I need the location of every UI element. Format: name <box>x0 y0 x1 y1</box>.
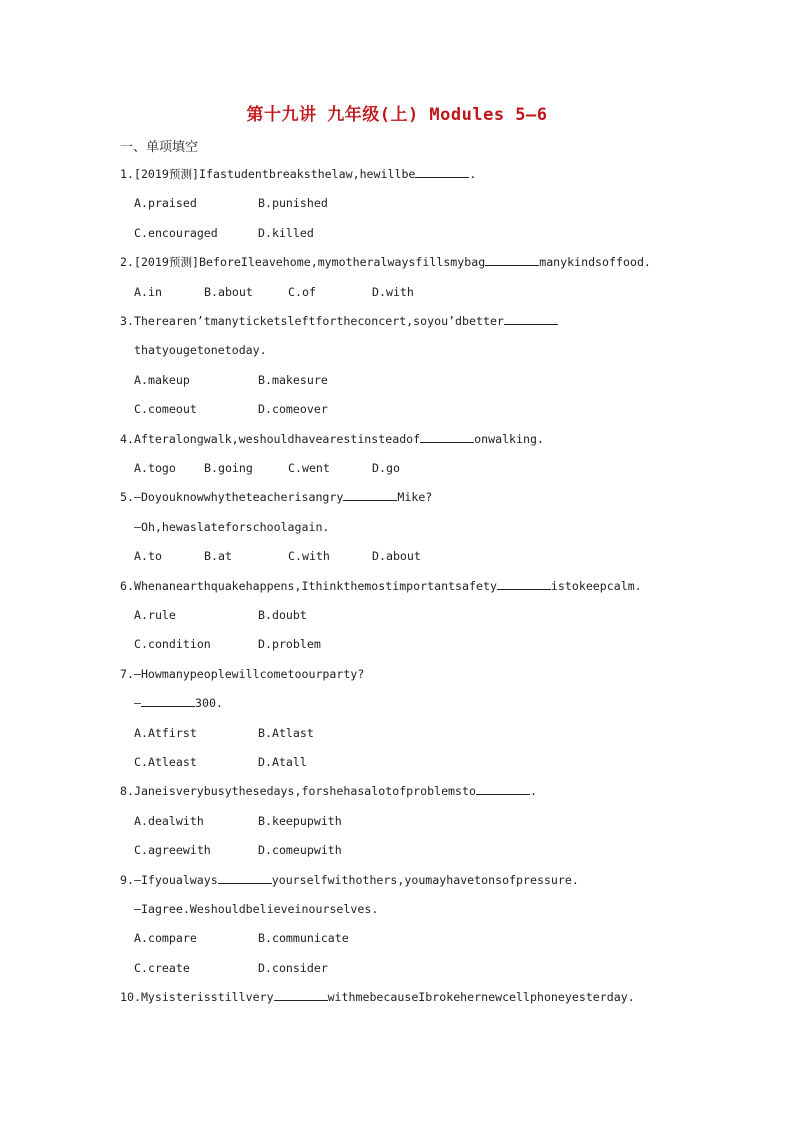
question-text-after: manykindsoffood. <box>539 255 651 270</box>
question-text-after: istokeepcalm. <box>550 578 642 593</box>
question-text: 2.[2019预测]BeforeIleavehome,mymotheralwaysfillsmybag <box>120 255 486 270</box>
answer-option[interactable]: C.of <box>288 284 316 299</box>
answer-blank <box>497 578 551 590</box>
question-text: 5.—Doyouknowwhytheteacherisangry <box>120 490 344 505</box>
answer-option[interactable]: C.agreewith <box>134 843 211 858</box>
answer-option[interactable]: B.makesure <box>258 372 328 387</box>
question-continuation <box>134 342 267 358</box>
answer-option[interactable]: A.compare <box>134 931 197 946</box>
answer-option[interactable]: C.comeout <box>134 402 197 417</box>
question-text-after: onwalking. <box>474 431 544 446</box>
answer-option[interactable]: B.keepupwith <box>258 813 342 828</box>
answer-blank <box>218 872 272 884</box>
answer-option[interactable]: D.with <box>372 284 414 299</box>
answer-option[interactable]: B.Atlast <box>258 725 314 740</box>
answer-option[interactable]: D.problem <box>258 637 321 652</box>
answer-option[interactable]: B.communicate <box>258 931 349 946</box>
answer-blank <box>343 489 397 501</box>
continuation-text: —Iagree.Weshouldbelieveinourselves. <box>134 902 379 916</box>
question-text: 3.Therearen’tmanyticketsleftfortheconcert,soyou’dbetter <box>120 314 504 328</box>
answer-option[interactable]: C.Atleast <box>134 755 197 769</box>
question-text-after: Mike? <box>397 490 433 505</box>
question-text: 1.[2019预测]Ifastudentbreaksthelaw,hewillbe <box>120 167 416 181</box>
question-stem <box>120 166 476 182</box>
answer-option[interactable]: B.doubt <box>258 608 307 622</box>
continuation-text: thatyougetonetoday. <box>134 343 267 358</box>
question-stem <box>120 989 635 1005</box>
answer-option[interactable]: D.about <box>372 549 421 564</box>
question-text-after: withmebecauseIbrokehernewcellphoneyesterday. <box>327 990 635 1005</box>
answer-option[interactable]: D.killed <box>258 225 314 240</box>
answer-option[interactable]: D.consider <box>258 960 328 975</box>
question-text-after: . <box>529 784 537 799</box>
answer-option[interactable]: C.create <box>134 960 190 975</box>
question-text-after: yourselfwithothers,youmayhavetonsofpressure. <box>271 872 579 887</box>
question-text: 8.Janeisverybusythesedays,forshehasalotofproblemsto <box>120 784 476 799</box>
question-stem <box>120 431 544 447</box>
question-text: 4.Afteralongwalk,weshouldhavearestinsteadof <box>120 431 421 446</box>
question-text: 7.—Howmanypeoplewillcometoourparty? <box>120 666 365 681</box>
answer-blank <box>274 989 328 1001</box>
answer-option[interactable]: A.praised <box>134 196 197 211</box>
answer-option[interactable]: A.to <box>134 549 162 564</box>
answer-option[interactable]: A.togo <box>134 461 176 475</box>
answer-option[interactable]: B.going <box>204 461 253 475</box>
page-title: 第十九讲 九年级(上) Modules 5—6 <box>246 105 548 125</box>
continuation-text: 300. <box>194 696 223 711</box>
answer-blank <box>476 783 530 795</box>
answer-blank <box>504 313 558 325</box>
answer-option[interactable]: D.go <box>372 461 400 475</box>
answer-option[interactable]: A.in <box>134 284 162 299</box>
answer-option[interactable]: C.with <box>288 549 330 564</box>
answer-blank <box>420 431 474 443</box>
answer-option[interactable]: C.went <box>288 461 330 475</box>
question-stem <box>120 578 642 594</box>
answer-option[interactable]: A.makeup <box>134 372 190 387</box>
answer-option[interactable]: D.Atall <box>258 755 307 769</box>
question-stem <box>120 783 537 799</box>
answer-blank <box>485 254 539 266</box>
answer-option[interactable]: C.condition <box>134 637 211 652</box>
answer-option[interactable]: A.rule <box>134 608 176 622</box>
question-continuation <box>134 519 329 535</box>
question-continuation <box>134 901 378 917</box>
question-stem <box>120 872 579 888</box>
answer-option[interactable]: B.about <box>204 284 253 299</box>
answer-blank <box>415 166 469 178</box>
question-text: 10.Mysisterisstillvery <box>120 990 274 1005</box>
answer-option[interactable]: C.encouraged <box>134 225 218 240</box>
question-stem <box>120 489 432 505</box>
question-stem <box>120 666 364 682</box>
question-stem <box>120 313 558 329</box>
question-text: 9.—Ifyoualways <box>120 872 218 887</box>
question-continuation <box>134 695 223 711</box>
question-text: 6.Whenanearthquakehappens,Ithinkthemostimportantsafety <box>120 578 497 593</box>
question-stem <box>120 254 651 270</box>
answer-option[interactable]: B.at <box>204 549 232 564</box>
answer-option[interactable]: A.Atfirst <box>134 725 197 740</box>
answer-option[interactable]: B.punished <box>258 196 328 211</box>
continuation-text: —Oh,hewaslateforschoolagain. <box>134 519 330 534</box>
answer-option[interactable]: D.comeupwith <box>258 843 342 858</box>
continuation-dash: — <box>134 696 141 711</box>
answer-option[interactable]: D.comeover <box>258 402 328 417</box>
answer-option[interactable]: A.dealwith <box>134 813 204 828</box>
question-text-after: . <box>469 167 477 181</box>
section-heading: 一、单项填空 <box>120 140 199 155</box>
answer-blank <box>141 695 195 707</box>
